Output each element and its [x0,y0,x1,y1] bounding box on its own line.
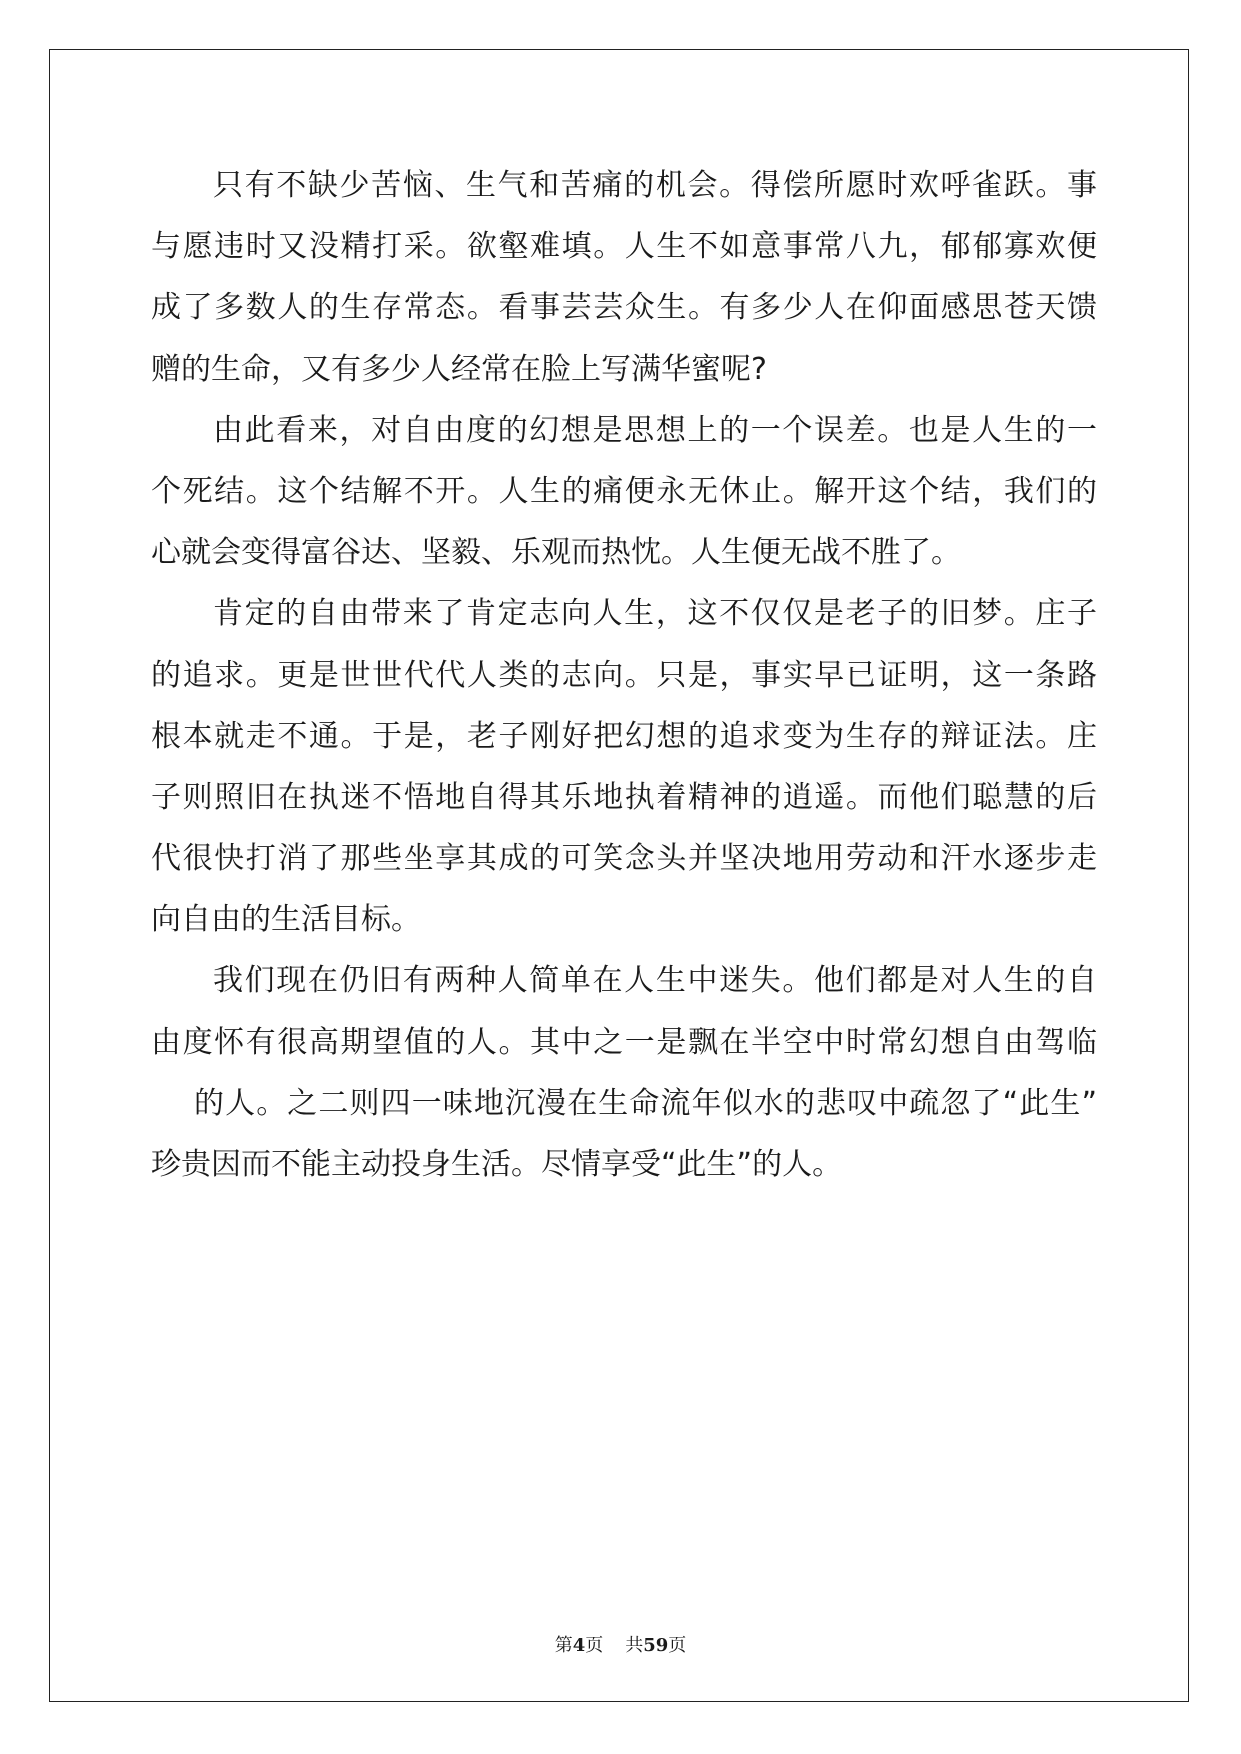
text-line: 代很快打消了那些坐享其成的可笑念头并坚决地用劳动和汗水逐步走 [151,841,1097,877]
text-line: 只有不缺少苦恼、生气和苦痛的机会。得偿所愿时欢呼雀跃。事 [213,168,1097,203]
text-line: 赠的生命，又有多少人经常在脸上写满华蜜呢? [151,351,767,387]
text-line: 由此看来，对自由度的幻想是思想上的一个误差。也是人生的一 [213,412,1097,448]
text-line: 个死结。这个结解不开。人生的痛便永无休止。解开这个结，我们的 [151,473,1097,509]
text-line: 心就会变得富谷达、坚毅、乐观而热忱。人生便无战不胜了。 [151,535,961,571]
text-line: 向自由的生活目标。 [151,902,421,938]
text-line: 根本就走不通。于是，老子刚好把幻想的追求变为生存的辩证法。庄 [151,718,1097,754]
text-line: 的人。之二则四一味地沉漫在生命流年似水的悲叹中疏忽了“此生” [194,1085,1097,1121]
page-footer [0,1631,1241,1657]
text-line: 与愿违时又没精打采。欲壑难填。人生不如意事常八九，郁郁寡欢便 [151,229,1097,265]
text-line: 我们现在仍旧有两种人简单在人生中迷失。他们都是对人生的自 [213,963,1097,999]
footer-page-prefix: 第 [554,1635,573,1656]
text-line: 肯定的自由带来了肯定志向人生，这不仅仅是老子的旧梦。庄子 [213,596,1097,632]
footer-page-number: 4 [572,1635,586,1656]
footer-total-prefix: 共 [625,1635,644,1656]
footer-total-suffix: 页 [668,1635,687,1656]
footer-total-pages: 59 [643,1635,669,1656]
text-line: 子则照旧在执迷不悟地自得其乐地执着精神的逍遥。而他们聪慧的后 [151,779,1097,815]
text-line: 由度怀有很高期望值的人。其中之一是飘在半空中时常幻想自由驾临 [151,1024,1097,1060]
text-line: 的追求。更是世世代代人类的志向。只是，事实早已证明，这一条路 [151,657,1097,693]
footer-page-suffix: 页 [585,1635,604,1656]
text-line: 成了多数人的生存常态。看事芸芸众生。有多少人在仰面感思苍天馈 [151,290,1097,326]
text-line: 珍贵因而不能主动投身生活。尽情享受“此生”的人。 [151,1147,843,1182]
document-body [151,155,1097,1195]
